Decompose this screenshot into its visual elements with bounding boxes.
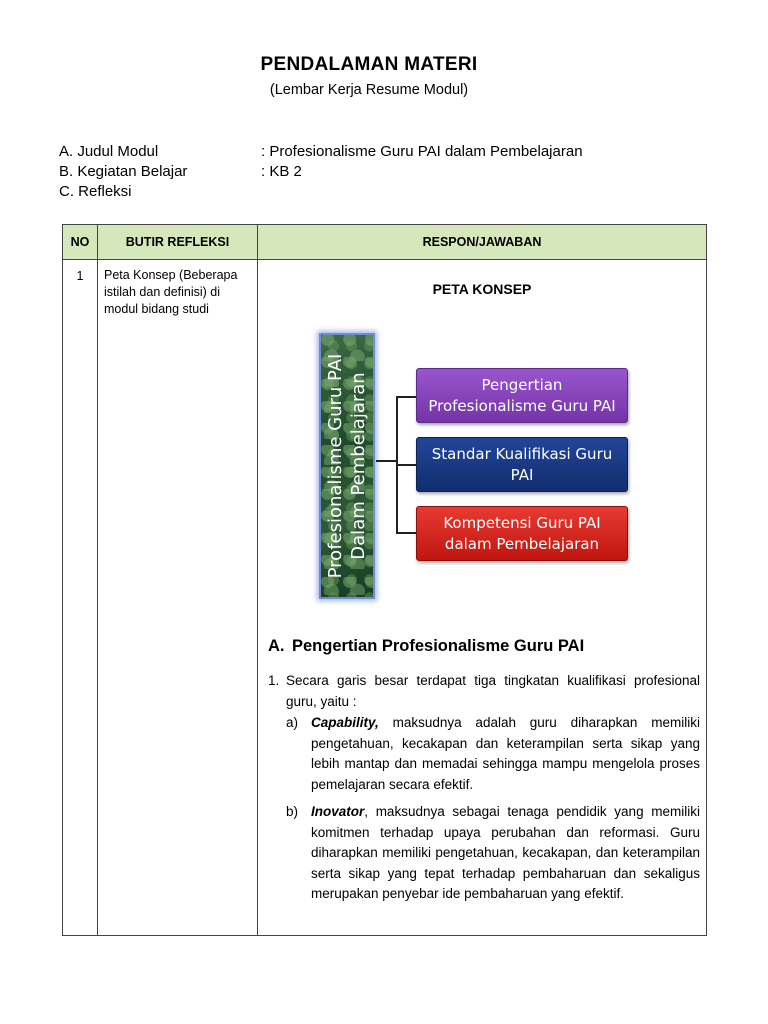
page-subtitle: (Lembar Kerja Resume Modul) [269,82,469,98]
page-title: PENDALAMAN MATERI [260,54,478,75]
concept-map-central-box [319,333,375,599]
meta-kegiatan-value: : KB 2 [261,163,302,180]
concept-branch-kompetensi: Kompetensi Guru PAI dalam Pembelajaran [416,506,628,561]
meta-judul-value: : Profesionalisme Guru PAI dalam Pembelajaran [261,143,583,160]
capability-description: maksudnya adalah guru diharapkan memiliki pengetahuan, kecakapan dan keterampilan serta sikap yang lebih mantap dan memadai sehingga mampu mengelola proses pemelajaran secara efektif. [311,715,700,792]
inovator-description: , maksudnya sebagai tenaga pendidik yang memiliki komitmen terhadap upaya perubahan dan reformasi. Guru diharapkan memiliki pengetahuan, kecakapan, dan keterampilan serta sikap yang tepat terhadap pembaharuan dan sekaligus merupakan penyebar ide pembaharuan yang efektif. [311,804,700,901]
header-butir-refleksi: BUTIR REFLEKSI [98,225,258,260]
meta-judul-label: A. Judul Modul [59,143,159,160]
row-respon [258,260,707,936]
concept-map-central-label: Profesionalisme Guru PAI Dalam Pembelajaran [325,353,369,579]
meta-refleksi-label: C. Refleksi [59,183,132,200]
term-capability: Capability, [311,715,379,730]
meta-judul-row [59,142,583,162]
concept-map-title: PETA KONSEP [432,281,532,297]
section-a-heading [268,637,584,656]
concept-branch-pengertian: Pengertian Profesionalisme Guru PAI [416,368,628,423]
sub-item-text [311,713,700,795]
section-a-letter: A. [268,637,285,655]
row-number: 1 [63,260,98,936]
term-inovator: Inovator [311,804,365,819]
header-no: NO [63,225,98,260]
list-item-text: Secara garis besar terdapat tiga tingkatan kualifikasi profesional guru, yaitu : [286,673,700,709]
row-butir-refleksi: Peta Konsep (Beberapa istilah dan definisi) di modul bidang studi [98,260,258,936]
concept-branch-standar: Standar Kualifikasi Guru PAI [416,437,628,492]
meta-kegiatan-row [59,162,302,182]
sub-item-label: b) [286,804,299,819]
table-header-row [63,225,707,260]
section-a-title: Pengertian Profesionalisme Guru PAI [292,637,585,655]
sub-item-capability [286,713,700,795]
connector-branch-1 [396,396,416,398]
meta-kegiatan-label: B. Kegiatan Belajar [59,163,188,180]
connector-branch-3 [396,532,416,534]
connector-stem [376,460,397,462]
connector-branch-2 [396,464,416,466]
reflection-table [62,224,707,936]
list-item [268,671,700,712]
list-item-number: 1. [268,673,280,688]
sub-item-inovator [286,802,700,905]
table-row [63,260,707,936]
meta-refleksi-row [59,182,261,202]
sub-item-text [311,802,700,905]
sub-item-label: a) [286,715,299,730]
header-respon-jawaban: RESPON/JAWABAN [258,225,707,260]
